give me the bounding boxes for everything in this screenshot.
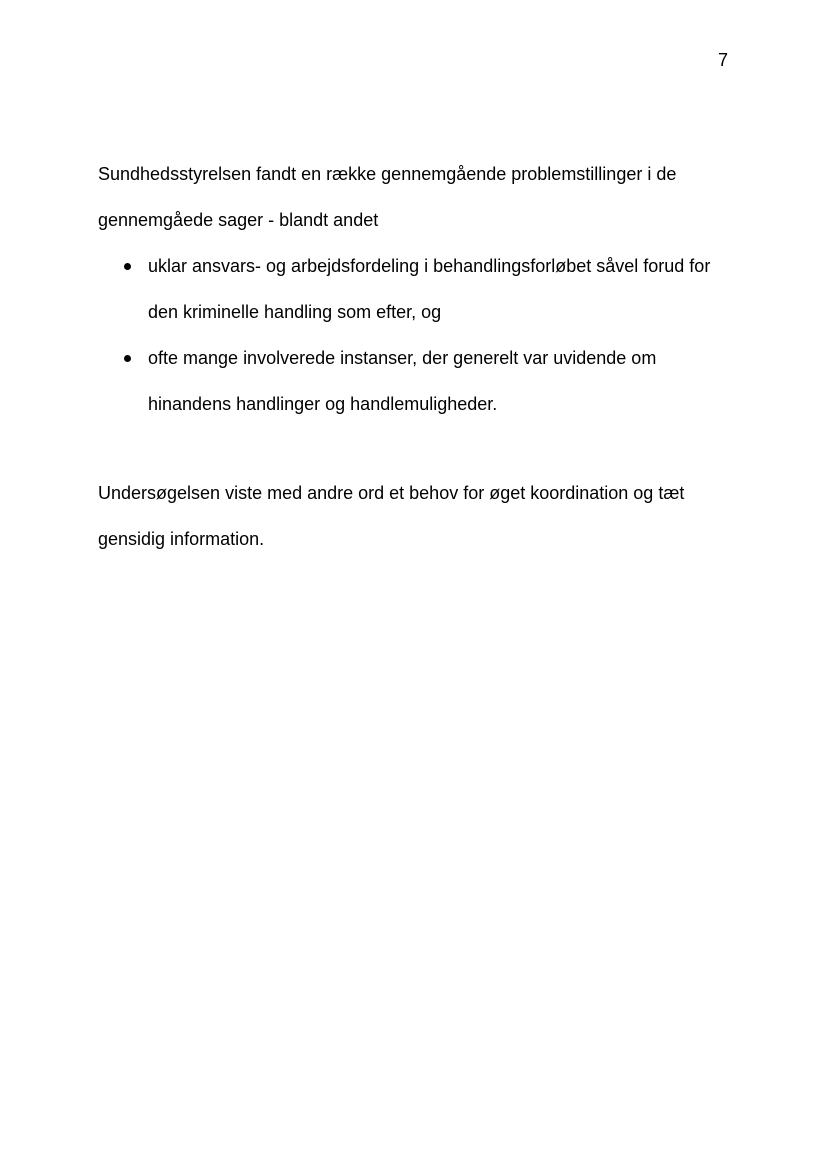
first-paragraph-block [98,151,738,427]
bullet-item [98,335,738,427]
bullet-item [98,243,738,335]
intro-paragraph: Sundhedsstyrelsen fandt en række gennemgående problemstillinger i de gennemgåede sager - blandt andet [98,164,677,230]
bullet-list [98,243,738,427]
bullet-dot-icon [124,263,131,270]
conclusion-paragraph: Undersøgelsen viste med andre ord et behov for øget koordination og tæt gensidig information. [98,483,685,549]
bullet-dot-icon [124,355,131,362]
page-number: 7 [717,50,728,70]
bullet-text: uklar ansvars- og arbejdsfordeling i behandlingsforløbet såvel forud for den kriminelle handling som efter, og [148,256,711,322]
bullet-text: ofte mange involverede instanser, der generelt var uvidende om hinandens handlinger og handlemuligheder. [148,348,657,414]
